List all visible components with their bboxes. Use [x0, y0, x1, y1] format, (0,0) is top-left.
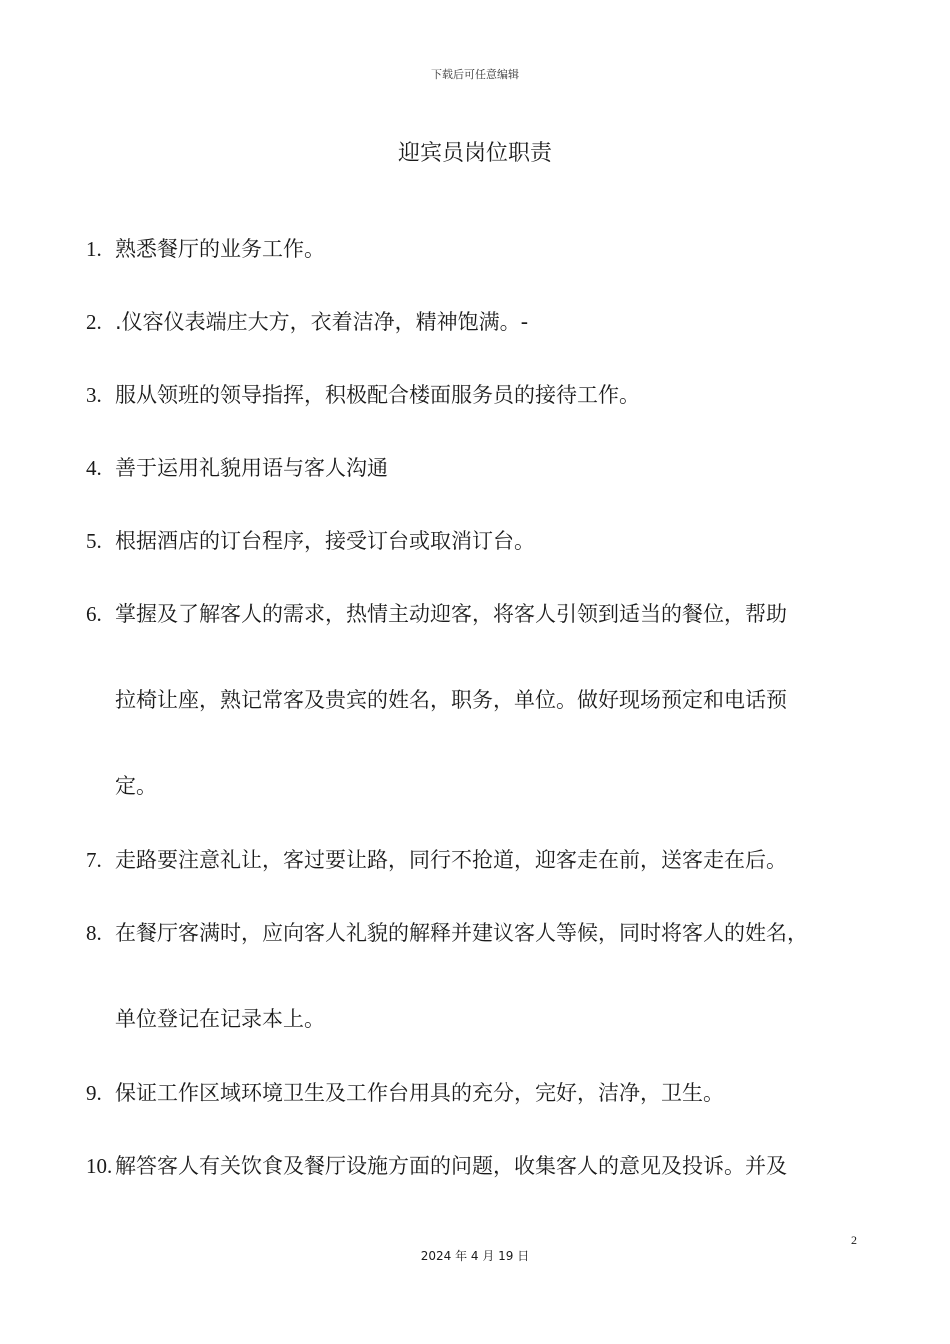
list-item [86, 571, 886, 829]
header-note: 下载后可任意编辑 [431, 68, 519, 81]
list-item-number: 7. [86, 848, 102, 872]
list-item-text [115, 1123, 886, 1209]
footer-date: 2024 年 4 月 19 日 [420, 1249, 530, 1263]
page-number: 2 [851, 1233, 857, 1247]
page-title: 迎宾员岗位职责 [397, 141, 552, 166]
list-item-line: 根据酒店的订台程序，接受订台或取消订台。 [115, 529, 535, 553]
list-item-number: 9. [86, 1081, 102, 1105]
list-item-line: 保证工作区域环境卫生及工作台用具的充分，完好，洁净，卫生。 [115, 1081, 724, 1105]
list-item-text [115, 890, 886, 1062]
list-item-line: 单位登记在记录本上。 [115, 1007, 325, 1031]
list-item-line: 掌握及了解客人的需求，热情主动迎客，将客人引领到适当的餐位，帮助 [115, 602, 787, 626]
list-item-line: 定。 [115, 774, 157, 798]
list-item-line: .仪容仪表端庄大方，衣着洁净，精神饱满。- [115, 310, 529, 334]
list-item-number: 5. [86, 529, 102, 553]
list-item-line: 走路要注意礼让，客过要让路，同行不抢道，迎客走在前，送客走在后。 [115, 848, 787, 872]
list-item-number: 2. [86, 310, 102, 334]
list-item-line: 善于运用礼貌用语与客人沟通 [115, 456, 388, 480]
list-item-number: 1. [86, 237, 102, 261]
list-item-number: 8. [86, 921, 102, 945]
list-item-number: 6. [86, 602, 102, 626]
list-item-number: 3. [86, 383, 102, 407]
list-item-line: 拉椅让座，熟记常客及贵宾的姓名，职务，单位。做好现场预定和电话预 [115, 688, 787, 712]
list-item-number: 4. [86, 456, 102, 480]
list-item [86, 890, 886, 1062]
list-item-line: 解答客人有关饮食及餐厅设施方面的问题，收集客人的意见及投诉。并及 [115, 1154, 787, 1178]
list-item-text [115, 571, 886, 829]
list-item-line: 熟悉餐厅的业务工作。 [115, 237, 325, 261]
list-item [86, 1123, 886, 1209]
list-item-number: 10. [86, 1154, 113, 1178]
list-item-line: 在餐厅客满时，应向客人礼貌的解释并建议客人等候，同时将客人的姓名， [115, 921, 808, 945]
list-item-line: 服从领班的领导指挥，积极配合楼面服务员的接待工作。 [115, 383, 640, 407]
